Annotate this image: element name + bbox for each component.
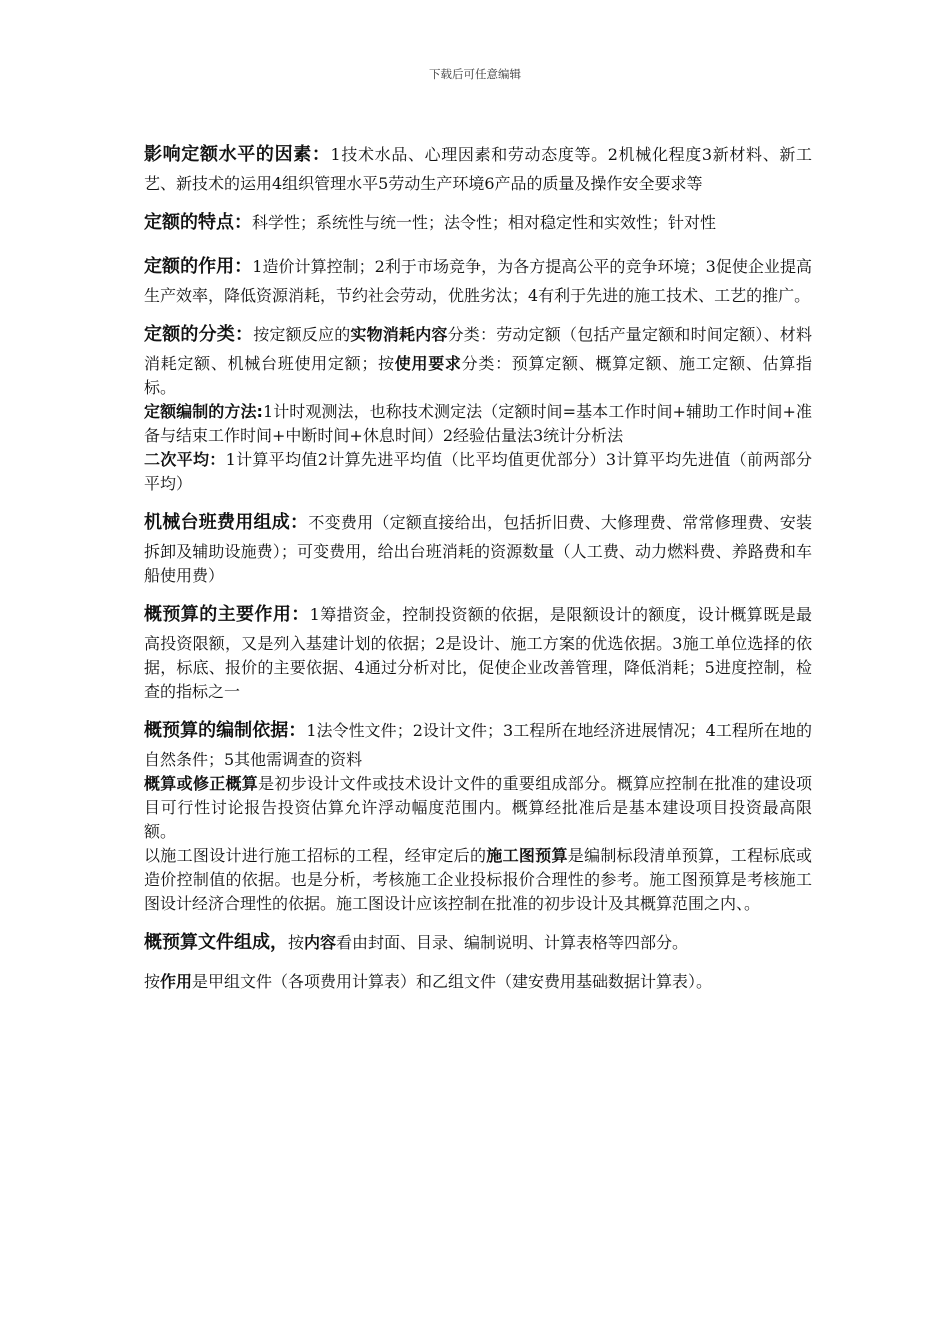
section-heading: 概预算的主要作用： xyxy=(144,604,310,625)
bold-term: 使用要求 xyxy=(394,354,462,373)
paragraph-file-by-function xyxy=(144,970,812,994)
bold-term: 实物消耗内容 xyxy=(350,325,448,344)
bold-term: 作用 xyxy=(160,972,193,991)
section-heading: 概预算文件组成， xyxy=(144,932,288,953)
page-header: 下载后可任意编辑 xyxy=(429,67,521,81)
section-heading: 定额编制的方法: xyxy=(144,402,263,421)
paragraph-text: 看由封面、目录、编制说明、计算表格等四部分。 xyxy=(336,933,689,952)
bold-term: 概算或修正概算 xyxy=(144,774,259,793)
paragraph-text: 不变费用（定额直接给出，包括折旧费、大修理费、常常修理费、安装拆卸及辅助设施费）；可变费用，给出台班消耗的资源数量（人工费、动力燃料费、养路费和车船使用费） xyxy=(144,513,812,585)
paragraph-quota-functions xyxy=(144,250,812,308)
paragraph-text: 按定额反应的 xyxy=(253,325,351,344)
paragraph-text: 以施工图设计进行施工招标的工程，经审定后的 xyxy=(144,846,487,865)
paragraph-text: 是甲组文件（各项费用计算表）和乙组文件（建安费用基础数据计算表）。 xyxy=(192,972,713,991)
document-body xyxy=(144,138,812,994)
paragraph-quota-compilation-methods xyxy=(144,400,812,448)
paragraph-machine-shift-costs xyxy=(144,506,812,588)
paragraph-estimate xyxy=(144,772,812,844)
paragraph-double-average xyxy=(144,448,812,496)
paragraph-text: 分类：预算定额、概算定额、施工定额、估算指标。 xyxy=(144,354,812,397)
paragraph-text: 按 xyxy=(144,972,161,991)
paragraph-text: 1技术水品、心理因素和劳动态度等。2机械化程度3新材料、新工艺、新技术的运用4组织管理水平5劳动生产环境6产品的质量及操作安全要求等 xyxy=(144,145,812,193)
section-heading: 二次平均： xyxy=(144,450,226,469)
paragraph-text: 科学性；系统性与统一性；法令性；相对稳定性和实效性；针对性 xyxy=(252,213,717,232)
section-heading: 机械台班费用组成： xyxy=(144,512,309,533)
paragraph-text: 分类：劳动定额（包括产量定额和时间定额）、材料消耗定额、机械台班使用定额；按 xyxy=(144,325,812,373)
section-heading: 影响定额水平的因素： xyxy=(144,144,331,165)
section-heading: 定额的分类： xyxy=(144,324,254,345)
section-heading: 概预算的编制依据： xyxy=(144,720,307,741)
paragraph-text: 1造价计算控制；2利于市场竞争，为各方提高公平的竞争环境；3促使企业提高生产效率，降低资源消耗，节约社会劳动，优胜劣汰；4有利于先进的施工技术、工艺的推广。 xyxy=(144,257,813,305)
paragraph-text: 按 xyxy=(288,933,305,952)
paragraph-text: 是编制标段清单预算，工程标底或造价控制值的依据。也是分析，考核施工企业投标报价合理性的参考。施工图预算是考核施工图设计经济合理性的依据。施工图设计应该控制在批准的初步设计及其概算范围之内、。 xyxy=(144,846,812,913)
paragraph-quota-level-factors xyxy=(144,138,812,196)
paragraph-text: 1筹措资金，控制投资额的依据，是限额设计的额度，设计概算既是最高投资限额，又是列入基建计划的依据；2是设计、施工方案的优选依据。3施工单位选择的依据，标底、报价的主要依据、4通过分析对比，促使企业改善管理，降低消耗；5进度控制，检查的指标之一 xyxy=(144,605,813,701)
section-heading: 定额的特点： xyxy=(144,212,252,233)
paragraph-text: 1计算平均值2计算先进平均值（比平均值更优部分）3计算平均先进值（前两部分平均） xyxy=(144,450,812,493)
paragraph-budget-basis xyxy=(144,714,812,772)
paragraph-text: 1计时观测法，也称技术测定法（定额时间=基本工作时间+辅助工作时间+准备与结束工作时间+中断时间+休息时间）2经验估量法3统计分析法 xyxy=(144,402,812,445)
bold-term: 施工图预算 xyxy=(486,846,568,865)
paragraph-budget-file-composition xyxy=(144,926,812,960)
paragraph-quota-classification xyxy=(144,318,812,400)
paragraph-text: 是初步设计文件或技术设计文件的重要组成部分。概算应控制在批准的建设项目可行性讨论报告投资估算允许浮动幅度范围内。概算经批准后是基本建设项目投资最高限额。 xyxy=(144,774,812,841)
paragraph-construction-drawing-budget xyxy=(144,844,812,916)
paragraph-quota-characteristics xyxy=(144,206,812,240)
paragraph-text: 1法令性文件；2设计文件；3工程所在地经济进展情况；4工程所在地的自然条件；5其他需调查的资料 xyxy=(144,721,812,769)
bold-term: 内容 xyxy=(304,933,337,952)
paragraph-budget-functions xyxy=(144,598,812,704)
section-heading: 定额的作用： xyxy=(144,256,253,277)
